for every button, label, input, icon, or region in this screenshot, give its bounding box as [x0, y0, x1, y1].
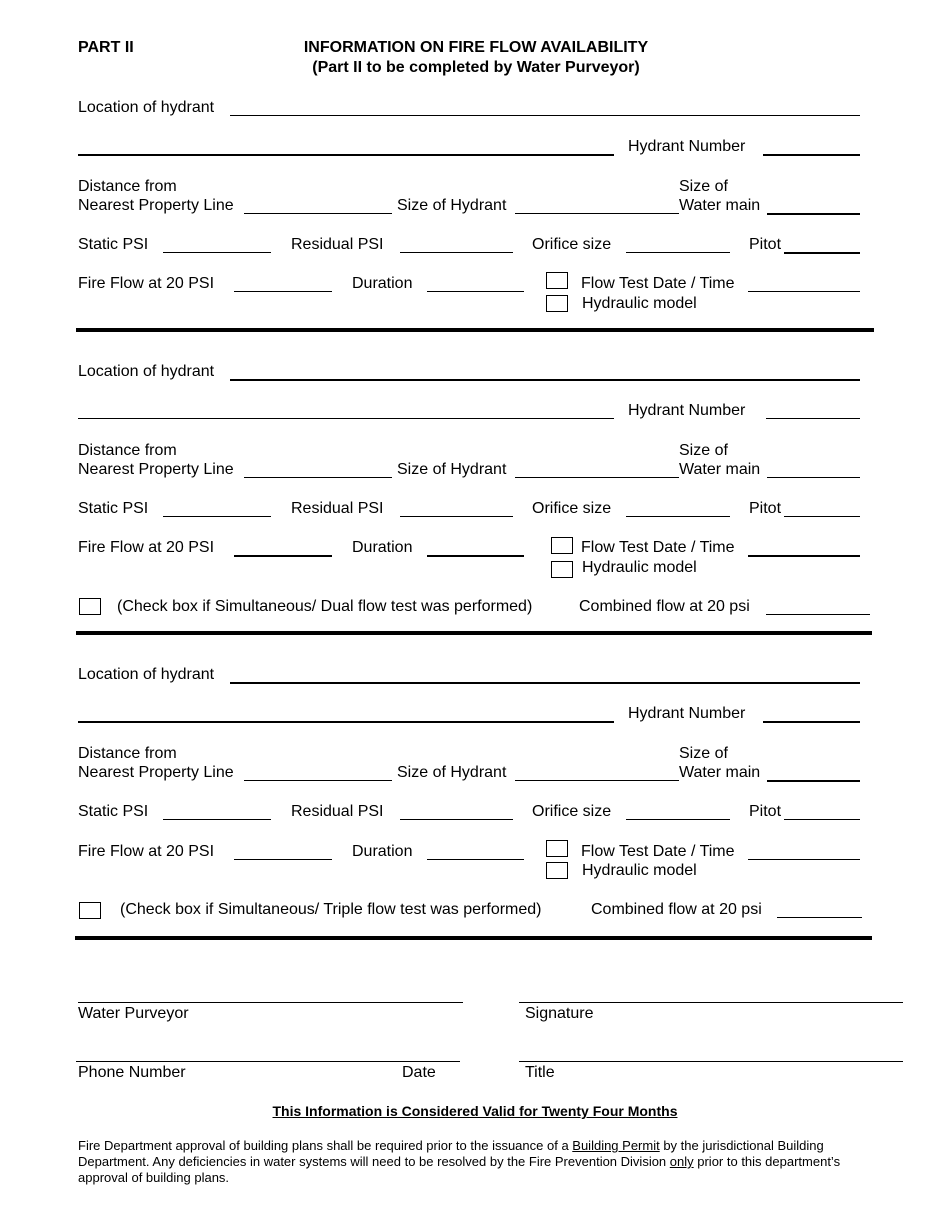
approval-note-text: prior to this department’s approval of building plans. — [78, 1154, 841, 1185]
residual-psi-field[interactable] — [400, 516, 513, 517]
static-psi-field[interactable] — [163, 252, 271, 253]
form-subtitle: (Part II to be completed by Water Purveyor) — [312, 59, 640, 76]
duration-label: Duration — [352, 539, 413, 556]
flow-test-field[interactable] — [748, 555, 860, 557]
orifice-size-label: Orifice size — [532, 236, 612, 253]
triple-flow-checkbox[interactable] — [79, 902, 101, 919]
hydrant-number-field[interactable] — [766, 418, 860, 419]
fire-flow-field[interactable] — [234, 291, 332, 292]
hydrant-size-field[interactable] — [515, 213, 679, 214]
pitot-field[interactable] — [784, 819, 860, 820]
static-psi-field[interactable] — [163, 819, 271, 820]
flow-test-label: Flow Test Date / Time — [581, 539, 735, 556]
static-psi-label: Static PSI — [78, 803, 149, 820]
distance-field[interactable] — [244, 477, 392, 478]
pitot-field[interactable] — [784, 252, 860, 254]
distance-from-label: Distance from — [78, 745, 177, 762]
size-of-hydrant-label: Size of Hydrant — [397, 461, 507, 478]
duration-field[interactable] — [427, 291, 524, 292]
residual-psi-label: Residual PSI — [291, 500, 384, 517]
part-label: PART II — [78, 39, 134, 56]
only-text: only — [669, 1154, 694, 1169]
location-field[interactable] — [230, 682, 860, 684]
size-of-hydrant-label: Size of Hydrant — [397, 764, 507, 781]
hydraulic-model-checkbox[interactable] — [546, 862, 568, 879]
approval-note-text: by the jurisdictional Building Department. Any deficiencies in water systems will need to be resolved by the Fire Prevention Division — [78, 1138, 824, 1169]
location-field[interactable] — [230, 115, 860, 116]
duration-label: Duration — [352, 275, 413, 292]
distance-field[interactable] — [244, 780, 392, 781]
distance-field[interactable] — [244, 213, 392, 214]
hydraulic-model-label: Hydraulic model — [582, 559, 697, 576]
location-field-line-2[interactable] — [78, 154, 614, 156]
combined-flow-field[interactable] — [777, 917, 862, 918]
water-main-field[interactable] — [767, 213, 860, 215]
combined-flow-label: Combined flow at 20 psi — [579, 598, 750, 615]
triple-flow-label: (Check box if Simultaneous/ Triple flow test was performed) — [120, 901, 542, 918]
size-of-label: Size of — [679, 442, 728, 459]
combined-flow-field[interactable] — [766, 614, 870, 615]
residual-psi-label: Residual PSI — [291, 236, 384, 253]
orifice-size-field[interactable] — [626, 516, 730, 517]
fire-flow-field[interactable] — [234, 859, 332, 860]
duration-field[interactable] — [427, 859, 524, 860]
residual-psi-field[interactable] — [400, 819, 513, 820]
residual-psi-field[interactable] — [400, 252, 513, 253]
fire-flow-label: Fire Flow at 20 PSI — [78, 539, 215, 556]
hydraulic-model-label: Hydraulic model — [582, 295, 697, 312]
hydrant-number-label: Hydrant Number — [628, 402, 746, 419]
flow-test-field[interactable] — [748, 859, 860, 860]
static-psi-label: Static PSI — [78, 500, 149, 517]
hydraulic-model-label: Hydraulic model — [582, 862, 697, 879]
fire-flow-field[interactable] — [234, 555, 332, 557]
form-title: INFORMATION ON FIRE FLOW AVAILABILITY — [303, 39, 649, 56]
dual-flow-label: (Check box if Simultaneous/ Dual flow test was performed) — [117, 598, 533, 615]
combined-flow-label: Combined flow at 20 psi — [591, 901, 762, 918]
building-permit-text: Building Permit — [572, 1138, 660, 1153]
orifice-size-label: Orifice size — [532, 803, 612, 820]
dual-flow-checkbox[interactable] — [79, 598, 101, 615]
location-field[interactable] — [230, 379, 860, 381]
orifice-size-field[interactable] — [626, 819, 730, 820]
size-of-hydrant-label: Size of Hydrant — [397, 197, 507, 214]
section-divider — [76, 328, 874, 332]
pitot-label: Pitot — [749, 236, 782, 253]
duration-label: Duration — [352, 843, 413, 860]
water-purveyor-label: Water Purveyor — [78, 1005, 189, 1022]
approval-note — [78, 1138, 878, 1186]
hydrant-number-field[interactable] — [763, 154, 860, 156]
distance-from-label: Distance from — [78, 442, 177, 459]
flow-test-field[interactable] — [748, 291, 860, 292]
location-label: Location of hydrant — [78, 99, 215, 116]
phone-number-label: Phone Number — [78, 1064, 186, 1081]
flow-test-checkbox[interactable] — [546, 840, 568, 857]
hydraulic-model-checkbox[interactable] — [546, 295, 568, 312]
duration-field[interactable] — [427, 555, 524, 557]
water-main-label: Water main — [679, 764, 761, 781]
pitot-label: Pitot — [749, 803, 782, 820]
nearest-property-line-label: Nearest Property Line — [78, 197, 234, 214]
pitot-label: Pitot — [749, 500, 782, 517]
location-field-line-2[interactable] — [78, 418, 614, 419]
nearest-property-line-label: Nearest Property Line — [78, 764, 234, 781]
fire-flow-label: Fire Flow at 20 PSI — [78, 843, 215, 860]
residual-psi-label: Residual PSI — [291, 803, 384, 820]
water-main-field[interactable] — [767, 780, 860, 782]
hydrant-size-field[interactable] — [515, 780, 679, 781]
size-of-label: Size of — [679, 178, 728, 195]
title-label: Title — [525, 1064, 555, 1081]
validity-notice: This Information is Considered Valid for Twenty Four Months — [272, 1103, 678, 1119]
signature-label: Signature — [525, 1005, 594, 1022]
location-label: Location of hydrant — [78, 666, 215, 683]
orifice-size-field[interactable] — [626, 252, 730, 253]
hydrant-number-label: Hydrant Number — [628, 138, 746, 155]
water-main-label: Water main — [679, 461, 761, 478]
date-label: Date — [402, 1064, 436, 1081]
hydrant-number-field[interactable] — [763, 721, 860, 723]
size-of-label: Size of — [679, 745, 728, 762]
hydrant-size-field[interactable] — [515, 477, 679, 478]
approval-note-text: Fire Department approval of building plans shall be required prior to the issuance of a — [78, 1138, 573, 1153]
water-main-field[interactable] — [767, 477, 860, 478]
fire-flow-label: Fire Flow at 20 PSI — [78, 275, 215, 292]
orifice-size-label: Orifice size — [532, 500, 612, 517]
hydraulic-model-checkbox[interactable] — [551, 561, 573, 578]
signature-field[interactable] — [519, 1002, 903, 1003]
distance-from-label: Distance from — [78, 178, 177, 195]
water-purveyor-field[interactable] — [78, 1002, 463, 1003]
phone-date-field[interactable] — [76, 1061, 460, 1062]
hydrant-number-label: Hydrant Number — [628, 705, 746, 722]
pitot-field[interactable] — [784, 516, 860, 517]
section-divider — [75, 936, 872, 940]
flow-test-checkbox[interactable] — [546, 272, 568, 289]
static-psi-label: Static PSI — [78, 236, 149, 253]
flow-test-label: Flow Test Date / Time — [581, 275, 735, 292]
title-field[interactable] — [519, 1061, 903, 1062]
flow-test-checkbox[interactable] — [551, 537, 573, 554]
nearest-property-line-label: Nearest Property Line — [78, 461, 234, 478]
location-label: Location of hydrant — [78, 363, 215, 380]
location-field-line-2[interactable] — [78, 721, 614, 723]
water-main-label: Water main — [679, 197, 761, 214]
flow-test-label: Flow Test Date / Time — [581, 843, 735, 860]
static-psi-field[interactable] — [163, 516, 271, 517]
section-divider — [76, 631, 872, 635]
